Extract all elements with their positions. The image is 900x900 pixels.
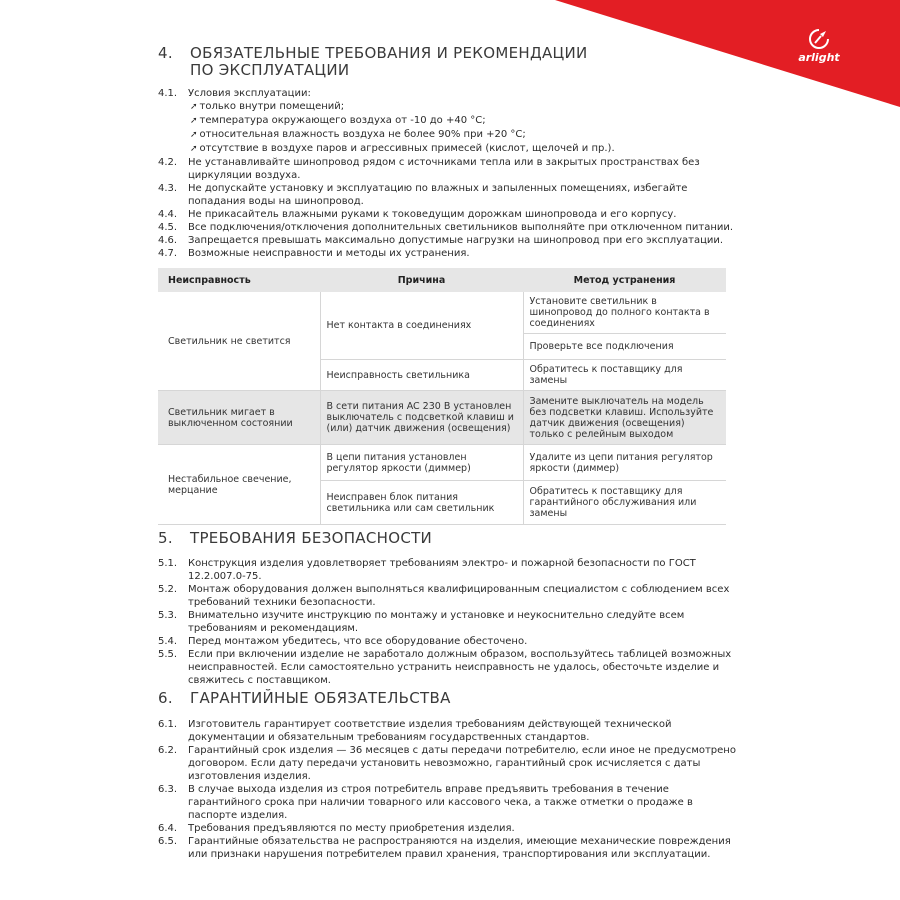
header-method: Метод устранения (523, 268, 726, 292)
item-text: Все подключения/отключения дополнительных светильников выполняйте при отключенном питании. (188, 222, 734, 233)
cause-cell: В цепи питания установлен регулятор яркости (диммер) (320, 445, 523, 481)
list-item (158, 635, 738, 648)
section-5-heading (158, 530, 432, 547)
item-number: 4.4. (158, 209, 178, 220)
item-number: 5.4. (158, 636, 178, 647)
list-item (158, 609, 738, 635)
list-item (158, 648, 738, 687)
cause-cell: Нет контакта в соединениях (320, 292, 523, 360)
item-text: Условия эксплуатации: (188, 88, 311, 99)
sub-item (188, 100, 738, 114)
item-number: 6.2. (158, 745, 178, 756)
item-number: 4.1. (158, 88, 178, 99)
sub-text: только внутри помещений; (199, 101, 345, 112)
header-cause: Причина (320, 268, 523, 292)
fault-cell: Светильник мигает в выключенном состоянии (158, 391, 320, 445)
section-title: ГАРАНТИЙНЫЕ ОБЯЗАТЕЛЬСТВА (190, 689, 451, 707)
sub-item (188, 114, 738, 128)
item-text: Не прикасайтель влажными руками к токоведущим дорожкам шинопровода и его корпусу. (188, 209, 677, 220)
list-item (158, 835, 738, 861)
item-text: Монтаж оборудования должен выполняться квалифицированным специалистом с соблюдением всех требований техники безопасности. (188, 584, 730, 608)
fault-cell: Нестабильное свечение, мерцание (158, 445, 320, 525)
sub-text: относительная влажность воздуха не более 90% при +20 °C; (199, 129, 526, 140)
list-item (158, 208, 738, 221)
list-item (158, 247, 738, 260)
section-6-heading (158, 690, 451, 707)
table-row (158, 391, 726, 445)
list-item (158, 182, 738, 208)
item-number: 4.3. (158, 183, 178, 194)
fault-cell: Светильник не светится (158, 292, 320, 391)
list-item (158, 783, 738, 822)
logo-text: arlight (798, 51, 840, 64)
item-number: 5.5. (158, 649, 178, 660)
item-text: Запрещается превышать максимально допустимые нагрузки на шинопровод при его эксплуатации. (188, 235, 724, 246)
section-title-line1: ОБЯЗАТЕЛЬНЫЕ ТРЕБОВАНИЯ И РЕКОМЕНДАЦИИ (190, 44, 588, 62)
item-text: Внимательно изучите инструкцию по монтажу и установке и неукоснительно следуйте всем требованиям и рекомендациям. (188, 610, 685, 634)
item-text: Гарантийные обязательства не распространяются на изделия, имеющие механические повреждения или признаки нарушения потребителем правил хранения, транспортирования или эксплуатации. (188, 836, 731, 860)
header-fault: Неисправность (158, 268, 320, 292)
sub-item (188, 128, 738, 142)
item-number: 6.1. (158, 719, 178, 730)
section-title-line2: ПО ЭКСПЛУАТАЦИИ (190, 61, 350, 79)
item-text: В случае выхода изделия из строя потребитель вправе предъявить требования в течение гарантийного срока при наличии товарного или кассового чека, а также отметки о продаже в паспорте изделия. (188, 784, 693, 821)
section-4-list (158, 87, 738, 260)
sub-text: отсутствие в воздухе паров и агрессивных примесей (кислот, щелочей и пр.). (199, 143, 615, 154)
table-header-row (158, 268, 726, 292)
section-title: ТРЕБОВАНИЯ БЕЗОПАСНОСТИ (190, 529, 433, 547)
item-text: Конструкция изделия удовлетворяет требованиям электро- и пожарной безопасности по ГОСТ 12.2.007.0-75. (188, 558, 696, 582)
cause-cell: Неисправность светильника (320, 360, 523, 391)
list-item (158, 156, 738, 182)
item-text: Изготовитель гарантирует соответствие изделия требованиям действующей технической документации и обязательным требованиям государственных стандартов. (188, 719, 672, 743)
section-number: 4. (158, 44, 173, 62)
fault-table (158, 268, 726, 525)
arrow-icon: ➚ (190, 144, 198, 154)
item-number: 5.1. (158, 558, 178, 569)
list-item (158, 718, 738, 744)
item-text: Если при включении изделие не заработало должным образом, воспользуйтесь таблицей возможных неисправностей. Если самостоятельно устранить неисправность не удалось, обесточьте изделие и свяжитесь с поставщиком. (188, 649, 732, 686)
method-cell: Проверьте все подключения (523, 334, 726, 360)
section-4-heading (158, 45, 588, 79)
item-number: 5.3. (158, 610, 178, 621)
section-5-list (158, 557, 738, 687)
item-text: Возможные неисправности и методы их устранения. (188, 248, 470, 259)
list-item (158, 87, 738, 156)
method-cell: Замените выключатель на модель без подсветки клавиш. Используйте датчик движения (освещения) только с релейным выходом (523, 391, 726, 445)
section-number: 6. (158, 689, 173, 707)
brand-logo (784, 28, 854, 68)
method-cell: Установите светильник в шинопровод до полного контакта в соединениях (523, 292, 726, 334)
table-row (158, 445, 726, 481)
list-item (158, 234, 738, 247)
arrow-icon: ➚ (190, 102, 198, 112)
item-number: 4.6. (158, 235, 178, 246)
logo-swirl-icon (806, 28, 832, 50)
arrow-icon: ➚ (190, 116, 198, 126)
list-item (158, 557, 738, 583)
method-cell: Обратитесь к поставщику для гарантийного обслуживания или замены (523, 481, 726, 525)
section-number: 5. (158, 529, 173, 547)
list-item (158, 744, 738, 783)
item-text: Не устанавливайте шинопровод рядом с источниками тепла или в закрытых пространствах без циркуляции воздуха. (188, 157, 700, 181)
list-item (158, 221, 738, 234)
cause-cell: Неисправен блок питания светильника или сам светильник (320, 481, 523, 525)
item-number: 4.5. (158, 222, 178, 233)
item-text: Не допускайте установку и эксплуатацию по влажных и запыленных помещениях, избегайте попадания воды на шинопровод. (188, 183, 688, 207)
item-text: Требования предъявляются по месту приобретения изделия. (188, 823, 515, 834)
arrow-icon: ➚ (190, 130, 198, 140)
list-item (158, 583, 738, 609)
section-6-list (158, 718, 738, 861)
item-number: 6.3. (158, 784, 178, 795)
cause-cell: В сети питания AC 230 В установлен выключатель с подсветкой клавиш и (или) датчик движения (освещения) (320, 391, 523, 445)
table-row (158, 292, 726, 334)
method-cell: Обратитесь к поставщику для замены (523, 360, 726, 391)
list-item (158, 822, 738, 835)
sub-item (188, 142, 738, 156)
item-number: 4.2. (158, 157, 178, 168)
item-number: 5.2. (158, 584, 178, 595)
item-number: 4.7. (158, 248, 178, 259)
item-text: Перед монтажом убедитесь, что все оборудование обесточено. (188, 636, 528, 647)
item-number: 6.5. (158, 836, 178, 847)
sub-text: температура окружающего воздуха от -10 до +40 °C; (199, 115, 486, 126)
item-text: Гарантийный срок изделия — 36 месяцев с даты передачи потребителю, если иное не предусмотрено договором. Если дату передачи установить невозможно, гарантийный срок исчисляется с даты изготовления изделия. (188, 745, 736, 782)
item-number: 6.4. (158, 823, 178, 834)
method-cell: Удалите из цепи питания регулятор яркости (диммер) (523, 445, 726, 481)
